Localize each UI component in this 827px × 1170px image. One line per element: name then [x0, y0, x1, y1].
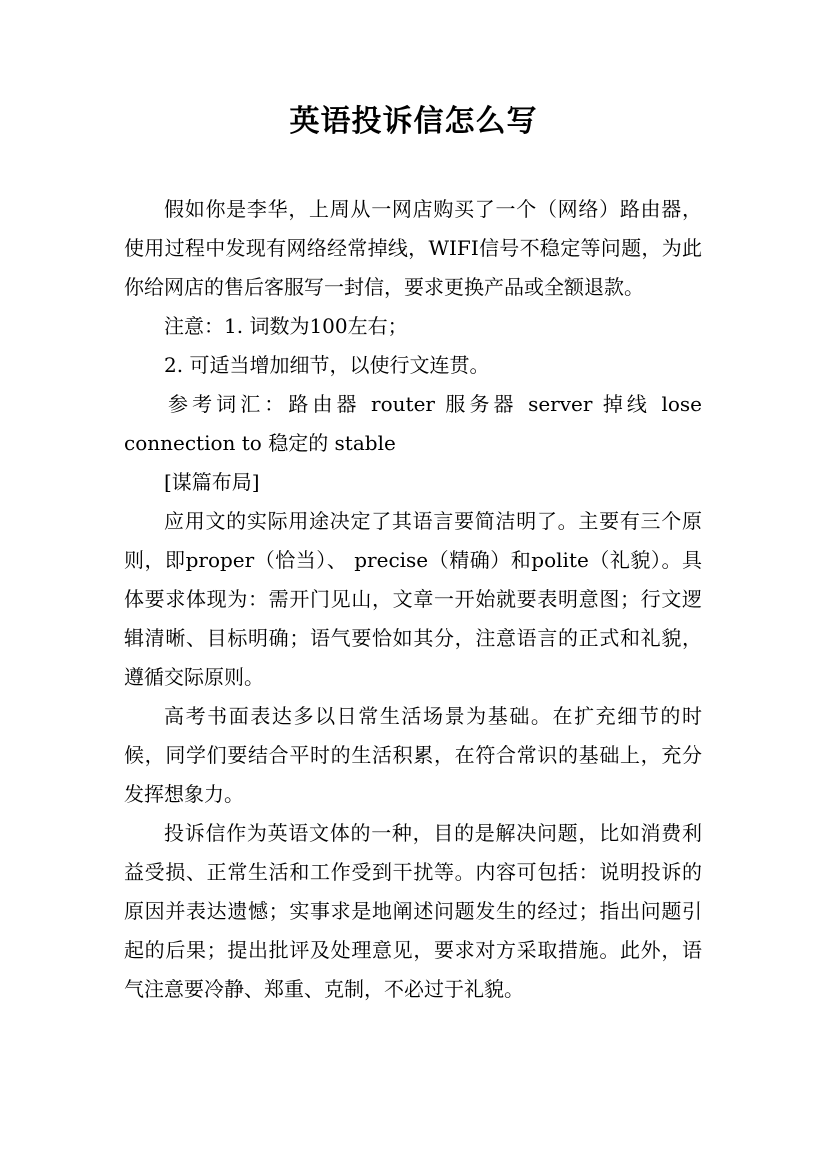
note-item-1: 注意：1. 词数为100左右；	[164, 314, 408, 338]
vocabulary-paragraph: 参考词汇：路由器 router 服务器 server 掉线 lose connection to 稳定的 stable	[124, 392, 702, 455]
document-title: 英语投诉信怎么写	[289, 104, 538, 139]
task-prompt-paragraph: 假如你是李华，上周从一网店购买了一个（网络）路由器，使用过程中发现有网络经常掉线，WIFI信号不稳定等问题，为此你给网店的售后客服写一封信，要求更换产品或全额退款。	[124, 197, 702, 299]
principles-paragraph: 应用文的实际用途决定了其语言要简洁明了。主要有三个原则，即proper（恰当）、 precise（精确）和polite（礼貌）。具体要求体现为：需开门见山，文章一开始就要表明意图；行文逻辑清晰、目标明确；语气要恰如其分，注意语言的正式和礼貌，遵循交际原则。	[124, 509, 702, 689]
details-paragraph: 高考书面表达多以日常生活场景为基础。在扩充细节的时候，同学们要结合平时的生活积累，在符合常识的基础上，充分发挥想象力。	[124, 704, 702, 806]
document-body	[124, 190, 702, 1009]
note-item-2: 2. 可适当增加细节，以使行文连贯。	[164, 353, 490, 377]
section-heading: [谋篇布局]	[164, 470, 260, 494]
complaint-letter-paragraph: 投诉信作为英语文体的一种，目的是解决问题，比如消费利益受损、正常生活和工作受到干扰等。内容可包括：说明投诉的原因并表达遗憾；实事求是地阐述问题发生的经过；指出问题引起的后果；提出批评及处理意见，要求对方采取措施。此外，语气注意要冷静、郑重、克制，不必过于礼貌。	[124, 821, 702, 1001]
